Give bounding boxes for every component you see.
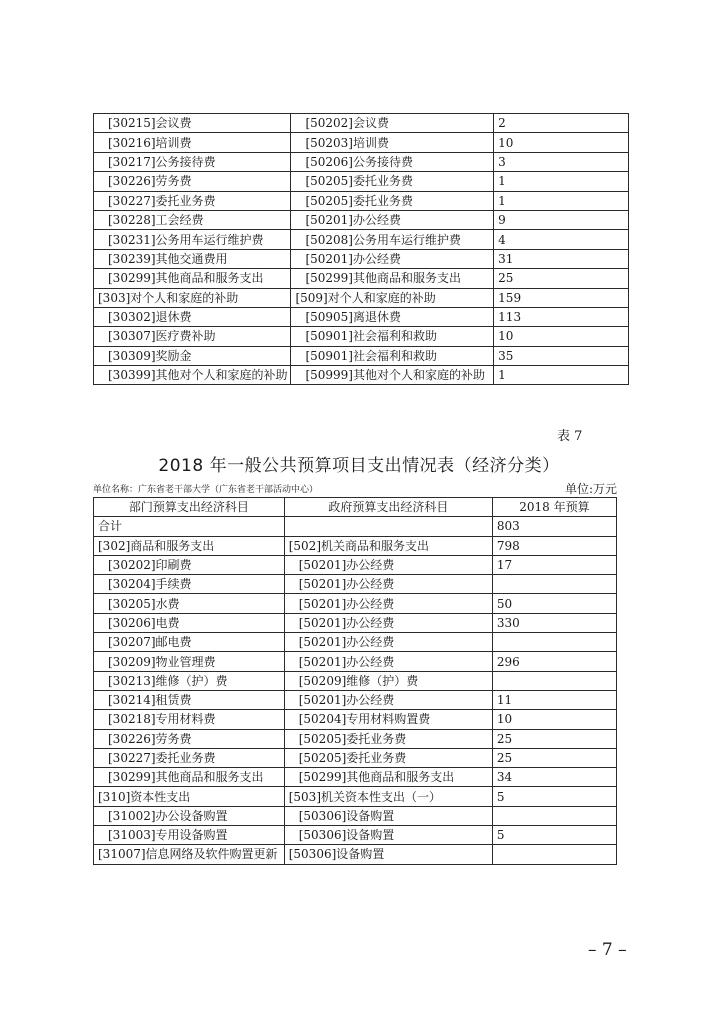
table-row [94, 729, 617, 748]
expenditure-table [93, 497, 617, 865]
econ-cell: [30399]其他对个人和家庭的补助 [94, 366, 291, 385]
table-row [94, 690, 617, 709]
table-row [94, 575, 617, 594]
table-row [94, 768, 617, 787]
value-cell: 296 [492, 652, 616, 671]
econ-cell: [310]资本性支出 [94, 787, 285, 806]
value-cell [492, 806, 616, 825]
value-cell: 10 [492, 710, 616, 729]
value-cell: 31 [494, 249, 629, 268]
econ-cell: [303]对个人和家庭的补助 [94, 288, 291, 307]
value-cell: 11 [492, 690, 616, 709]
value-cell: 9 [494, 210, 629, 229]
table-row [94, 536, 617, 555]
gov-cell: [50205]委托业务费 [284, 729, 492, 748]
econ-cell: [30206]电费 [94, 613, 285, 632]
gov-cell: [50204]专用材料购置费 [284, 710, 492, 729]
currency-unit: 单位:万元 [564, 482, 617, 496]
econ-cell: [30299]其他商品和服务支出 [94, 768, 285, 787]
value-cell: 159 [494, 288, 629, 307]
value-cell: 798 [492, 536, 616, 555]
econ-cell: [302]商品和服务支出 [94, 536, 285, 555]
table-row [94, 269, 629, 288]
table-row [94, 671, 617, 690]
econ-cell: [30309]奖励金 [94, 346, 291, 365]
unit-info-line [93, 482, 617, 496]
value-cell [492, 575, 616, 594]
value-cell: 10 [494, 133, 629, 152]
table-row [94, 191, 629, 210]
page-number: – 7 – [588, 940, 627, 960]
unit-name: 单位名称：广东省老干部大学（广东省老干部活动中心） [93, 485, 319, 495]
table-header-row [94, 498, 617, 517]
expenditure-table-body [94, 517, 617, 864]
gov-cell: [50201]办公经费 [284, 613, 492, 632]
gov-cell: [50999]其他对个人和家庭的补助 [291, 366, 494, 385]
gov-cell: [509]对个人和家庭的补助 [291, 288, 494, 307]
econ-cell: [30307]医疗费补助 [94, 327, 291, 346]
econ-cell: [30214]租赁费 [94, 690, 285, 709]
gov-cell: [502]机关商品和服务支出 [284, 536, 492, 555]
table-row [94, 230, 629, 249]
value-cell: 25 [492, 729, 616, 748]
value-cell: 5 [492, 787, 616, 806]
gov-cell: [50306]设备购置 [284, 826, 492, 845]
econ-cell: [30226]劳务费 [94, 729, 285, 748]
value-cell: 113 [494, 307, 629, 326]
econ-cell: [30202]印刷费 [94, 555, 285, 574]
table-row [94, 555, 617, 574]
table-title: 2018 年一般公共预算项目支出情况表（经济分类） [158, 456, 560, 476]
table-row [94, 806, 617, 825]
header-econ: 部门预算支出经济科目 [94, 498, 285, 517]
table-row [94, 652, 617, 671]
table-row [94, 327, 629, 346]
table-row [94, 114, 629, 133]
gov-cell: [50205]委托业务费 [291, 191, 494, 210]
table-row [94, 633, 617, 652]
econ-cell: [30213]维修（护）费 [94, 671, 285, 690]
econ-cell: [30239]其他交通费用 [94, 249, 291, 268]
table-row [94, 152, 629, 171]
econ-cell: [30205]水费 [94, 594, 285, 613]
value-cell [492, 845, 616, 864]
table-row [94, 346, 629, 365]
value-cell: 10 [494, 327, 629, 346]
table-row [94, 517, 617, 536]
value-cell [492, 633, 616, 652]
value-cell: 25 [494, 269, 629, 288]
econ-cell: [30204]手续费 [94, 575, 285, 594]
gov-cell: [50203]培训费 [291, 133, 494, 152]
gov-cell: [50205]委托业务费 [291, 172, 494, 191]
value-cell: 50 [492, 594, 616, 613]
table-row [94, 172, 629, 191]
gov-cell: [50201]办公经费 [291, 249, 494, 268]
gov-cell [284, 517, 492, 536]
econ-cell: [30227]委托业务费 [94, 748, 285, 767]
table-row [94, 594, 617, 613]
table-row [94, 133, 629, 152]
gov-cell: [50201]办公经费 [284, 690, 492, 709]
header-budget: 2018 年预算 [492, 498, 616, 517]
econ-cell: [30227]委托业务费 [94, 191, 291, 210]
econ-cell: [31007]信息网络及软件购置更新 [94, 845, 285, 864]
gov-cell: [50202]会议费 [291, 114, 494, 133]
value-cell: 1 [494, 172, 629, 191]
econ-cell: [30226]劳务费 [94, 172, 291, 191]
previous-table-body [94, 114, 629, 385]
table-row [94, 613, 617, 632]
econ-cell: [30216]培训费 [94, 133, 291, 152]
gov-cell: [50206]公务接待费 [291, 152, 494, 171]
gov-cell: [50306]设备购置 [284, 806, 492, 825]
table-row [94, 307, 629, 326]
gov-cell: [50201]办公经费 [284, 575, 492, 594]
gov-cell: [50901]社会福利和救助 [291, 327, 494, 346]
value-cell: 2 [494, 114, 629, 133]
gov-cell: [50201]办公经费 [284, 652, 492, 671]
gov-cell: [50905]离退休费 [291, 307, 494, 326]
value-cell: 4 [494, 230, 629, 249]
econ-cell: [30231]公务用车运行维护费 [94, 230, 291, 249]
value-cell: 25 [492, 748, 616, 767]
econ-cell: [30228]工会经费 [94, 210, 291, 229]
gov-cell: [50306]设备购置 [284, 845, 492, 864]
value-cell: 1 [494, 366, 629, 385]
econ-cell: [30217]公务接待费 [94, 152, 291, 171]
value-cell: 17 [492, 555, 616, 574]
header-gov: 政府预算支出经济科目 [284, 498, 492, 517]
gov-cell: [50201]办公经费 [284, 633, 492, 652]
value-cell: 1 [494, 191, 629, 210]
econ-cell: [30218]专用材料费 [94, 710, 285, 729]
gov-cell: [50208]公务用车运行维护费 [291, 230, 494, 249]
gov-cell: [503]机关资本性支出（一） [284, 787, 492, 806]
value-cell: 34 [492, 768, 616, 787]
table-row [94, 288, 629, 307]
value-cell [492, 671, 616, 690]
table-row [94, 845, 617, 864]
gov-cell: [50201]办公经费 [291, 210, 494, 229]
econ-cell: [31003]专用设备购置 [94, 826, 285, 845]
table-number-label: 表 7 [557, 429, 583, 444]
econ-cell: [30207]邮电费 [94, 633, 285, 652]
gov-cell: [50299]其他商品和服务支出 [291, 269, 494, 288]
econ-cell: 合计 [94, 517, 285, 536]
econ-cell: [30299]其他商品和服务支出 [94, 269, 291, 288]
gov-cell: [50205]委托业务费 [284, 748, 492, 767]
value-cell: 330 [492, 613, 616, 632]
table-row [94, 826, 617, 845]
value-cell: 5 [492, 826, 616, 845]
gov-cell: [50201]办公经费 [284, 594, 492, 613]
value-cell: 35 [494, 346, 629, 365]
table-row [94, 787, 617, 806]
table-row [94, 710, 617, 729]
econ-cell: [30215]会议费 [94, 114, 291, 133]
gov-cell: [50901]社会福利和救助 [291, 346, 494, 365]
table-row [94, 366, 629, 385]
gov-cell: [50299]其他商品和服务支出 [284, 768, 492, 787]
previous-table-continuation [93, 113, 629, 385]
value-cell: 803 [492, 517, 616, 536]
gov-cell: [50201]办公经费 [284, 555, 492, 574]
gov-cell: [50209]维修（护）费 [284, 671, 492, 690]
value-cell: 3 [494, 152, 629, 171]
econ-cell: [30209]物业管理费 [94, 652, 285, 671]
table-row [94, 748, 617, 767]
table-row [94, 249, 629, 268]
econ-cell: [30302]退休费 [94, 307, 291, 326]
table-row [94, 210, 629, 229]
econ-cell: [31002]办公设备购置 [94, 806, 285, 825]
